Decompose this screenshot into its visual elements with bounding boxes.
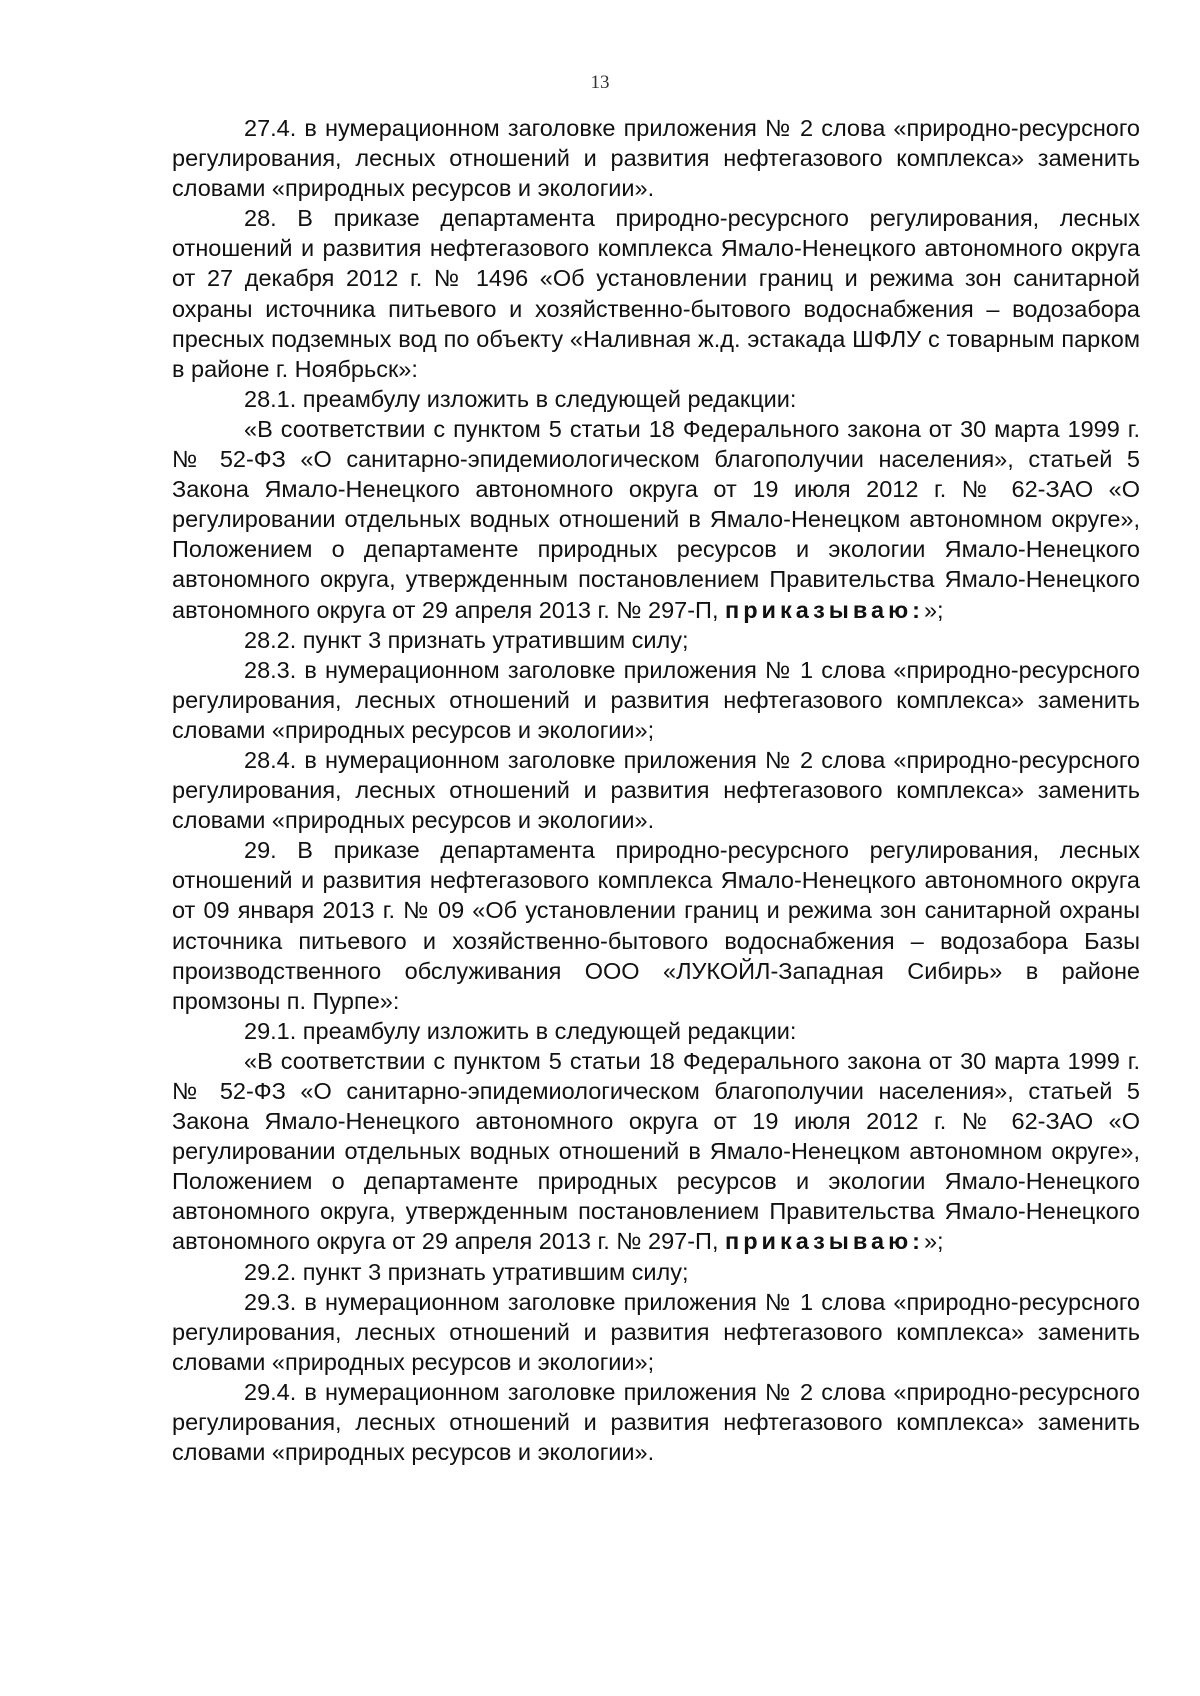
paragraph-text: 29.2. пункт 3 признать утратившим силу;	[244, 1258, 689, 1285]
paragraph-text: 27.4. в нумерационном заголовке приложения № 2 слова «природно-ресурсного регулирования, лесных отношений и развития нефтегазового комплекса» заменить словами «природных ресурсов и экологии».	[172, 115, 1140, 202]
paragraph-tail: »;	[923, 596, 944, 623]
paragraph-text: 28.1. преамбулу изложить в следующей редакции:	[244, 385, 797, 412]
paragraph-28-4	[172, 745, 1140, 835]
paragraph-29-1	[172, 1016, 1140, 1046]
paragraph-27-4	[172, 113, 1140, 203]
paragraph-29	[172, 835, 1140, 1016]
paragraph-29-4	[172, 1377, 1140, 1467]
paragraph-text: 28.4. в нумерационном заголовке приложения № 2 слова «природно-ресурсного регулирования, лесных отношений и развития нефтегазового комплекса» заменить словами «природных ресурсов и экологии».	[172, 746, 1140, 834]
paragraph-28-1	[172, 384, 1140, 414]
paragraph-text: 28.3. в нумерационном заголовке приложения № 1 слова «природно-ресурсного регулирования, лесных отношений и развития нефтегазового комплекса» заменить словами «природных ресурсов и экологии»;	[172, 656, 1140, 743]
paragraph-text: «В соответствии с пунктом 5 статьи 18 Федерального закона от 30 марта 1999 г. № 52-ФЗ «О санитарно-эпидемиологическом благополучии населения», статьей 5 Закона Ямало-Ненецкого автономного округа от 19 июля 2012 г. № 62-ЗАО «О регулировании отдельных водных отношений в Ямало-Ненецком автономном округе», Положением о департаменте природных ресурсов и экологии Ямало-Ненецкого автономного округа, утвержденным постановлением Правительства Ямало-Ненецкого автономного округа от 29 апреля 2013 г. № 297-П,	[172, 415, 1140, 623]
paragraph-text: 29.4. в нумерационном заголовке приложения № 2 слова «природно-ресурсного регулирования, лесных отношений и развития нефтегазового комплекса» заменить словами «природных ресурсов и экологии».	[172, 1378, 1140, 1466]
paragraph-text: 29. В приказе департамента природно-ресурсного регулирования, лесных отношений и развития нефтегазового комплекса Ямало-Ненецкого автономного округа от 09 января 2013 г. № 09 «Об установлении границ и режима зон санитарной охраны источника питьевого и хозяйственно-бытового водоснабжения – водозабора Базы производственного обслуживания ООО «ЛУКОЙЛ-Западная Сибирь» в районе промзоны п. Пурпе»:	[172, 837, 1140, 1014]
document-body	[172, 113, 1140, 1467]
paragraph-28-2	[172, 625, 1140, 655]
page-number: 13	[590, 72, 610, 93]
order-keyword: приказываю:	[725, 1228, 924, 1255]
order-keyword: приказываю:	[725, 596, 924, 623]
paragraph-29-3	[172, 1287, 1140, 1377]
paragraph-29-preamble	[172, 1046, 1140, 1257]
paragraph-28	[172, 203, 1140, 384]
paragraph-28-3	[172, 655, 1140, 745]
paragraph-text: 28. В приказе департамента природно-ресурсного регулирования, лесных отношений и развития нефтегазового комплекса Ямало-Ненецкого автономного округа от 27 декабря 2012 г. № 1496 «Об установлении границ и режима зон санитарной охраны источника питьевого и хозяйственно-бытового водоснабжения – водозабора пресных подземных вод по объекту «Наливная ж.д. эстакада ШФЛУ с товарным парком в районе г. Ноябрьск»:	[172, 205, 1140, 382]
paragraph-28-preamble	[172, 414, 1140, 625]
paragraph-text: «В соответствии с пунктом 5 статьи 18 Федерального закона от 30 марта 1999 г. № 52-ФЗ «О санитарно-эпидемиологическом благополучии населения», статьей 5 Закона Ямало-Ненецкого автономного округа от 19 июля 2012 г. № 62-ЗАО «О регулировании отдельных водных отношений в Ямало-Ненецком автономном округе», Положением о департаменте природных ресурсов и экологии Ямало-Ненецкого автономного округа, утвержденным постановлением Правительства Ямало-Ненецкого автономного округа от 29 апреля 2013 г. № 297-П,	[172, 1047, 1140, 1255]
paragraph-29-2	[172, 1257, 1140, 1287]
paragraph-text: 29.1. преамбулу изложить в следующей редакции:	[244, 1017, 797, 1044]
paragraph-text: 29.3. в нумерационном заголовке приложения № 1 слова «природно-ресурсного регулирования, лесных отношений и развития нефтегазового комплекса» заменить словами «природных ресурсов и экологии»;	[172, 1288, 1140, 1375]
paragraph-text: 28.2. пункт 3 признать утратившим силу;	[244, 626, 689, 653]
paragraph-tail: »;	[923, 1228, 944, 1255]
